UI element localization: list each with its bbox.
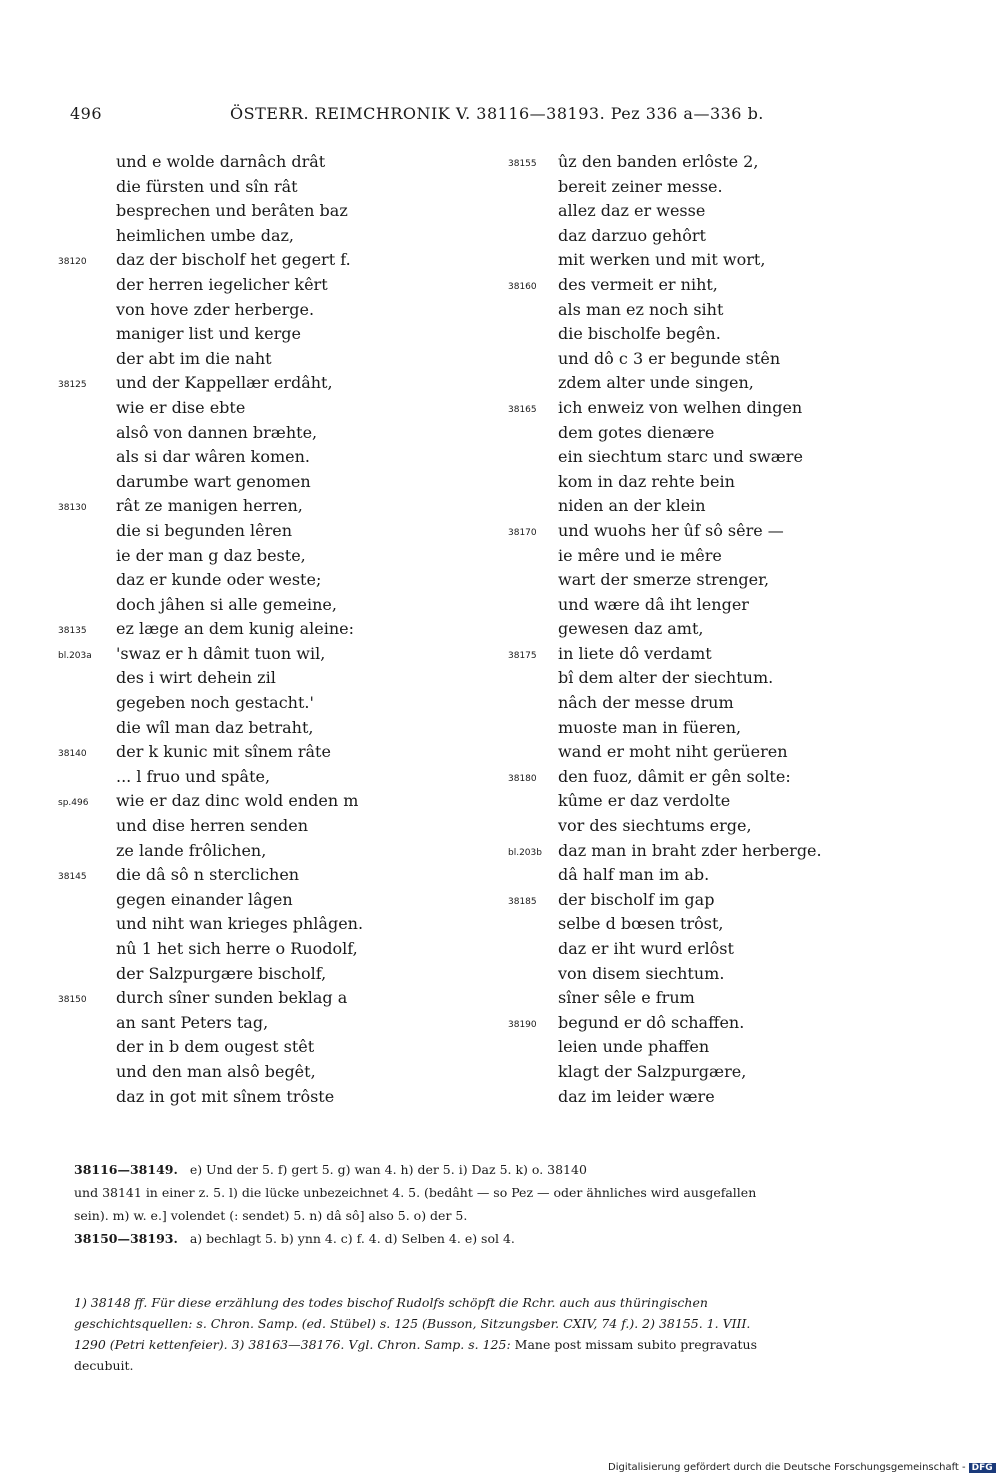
line-number: 38170 <box>508 527 537 538</box>
verse-text: klagt der Salzpurgære, <box>558 1061 747 1081</box>
page-number: 496 <box>70 104 103 123</box>
verse-line <box>508 814 928 839</box>
verse-line <box>58 839 478 864</box>
apparatus-line: und 38141 in einer z. 5. l) die lücke unbezeichnet 4. 5. (bedâht — so Pez — oder ähnliches wird ausgefallen <box>74 1185 757 1200</box>
verse-text: der abt im die naht <box>116 348 272 368</box>
verse-text: ze lande frôlichen, <box>116 840 267 860</box>
verse-line <box>508 371 928 396</box>
verse-line <box>508 224 928 249</box>
verse-line <box>58 1035 478 1060</box>
verse-text: von disem siechtum. <box>558 963 725 983</box>
verse-text: kom in daz rehte bein <box>558 471 735 491</box>
line-number: 38190 <box>508 1019 537 1030</box>
line-number: 38160 <box>508 281 537 292</box>
verse-text: als si dar wâren komen. <box>116 447 310 467</box>
verse-line <box>508 937 928 962</box>
verse-text: besprechen und berâten baz <box>116 201 348 221</box>
apparatus-text: a) bechlagt 5. b) ynn 4. c) f. 4. d) Selben 4. e) sol 4. <box>189 1231 515 1246</box>
verse-line <box>58 740 478 765</box>
verse-line <box>508 175 928 200</box>
verse-text: selbe d bœsen trôst, <box>558 914 724 934</box>
verse-text: die bischolfe begên. <box>558 324 721 344</box>
verse-text: kûme er daz verdolte <box>558 791 731 811</box>
line-number: 38120 <box>58 257 87 268</box>
line-number: 38125 <box>58 380 87 391</box>
verse-line <box>508 765 928 790</box>
verse-text: die fürsten und sîn rât <box>116 176 298 196</box>
verse-text: rât ze manigen herren, <box>116 496 303 516</box>
verse-text: der herren iegelicher kêrt <box>116 274 328 294</box>
verse-line <box>58 396 478 421</box>
verse-text: bereit zeiner messe. <box>558 176 723 196</box>
verse-text: daz er iht wurd erlôst <box>558 939 734 958</box>
verse-text: die wîl man daz betraht, <box>116 717 314 737</box>
verse-text: ein siechtum starc und swære <box>558 447 803 467</box>
verse-text: maniger list und kerge <box>116 324 301 344</box>
credit-text: Digitalisierung gefördert durch die Deutsche Forschungsgemeinschaft - <box>608 1462 966 1473</box>
verse-line <box>508 617 928 642</box>
verse-line <box>58 224 478 249</box>
verse-text: bî dem alter der siechtum. <box>558 668 774 688</box>
verse-text: allez daz er wesse <box>558 201 706 221</box>
verse-line <box>508 740 928 765</box>
footnote-line: geschichtsquellen: s. Chron. Samp. (ed. Stübel) s. 125 (Busson, Sitzungsber. CXIV, 74 f.). 2) 38155. 1. VIII. <box>74 1316 751 1331</box>
verse-line <box>58 175 478 200</box>
apparatus-line <box>74 1227 934 1250</box>
verse-line <box>508 347 928 372</box>
verse-line <box>58 789 478 814</box>
verse-line <box>508 273 928 298</box>
verse-text: gegeben noch gestacht.' <box>116 693 314 713</box>
verse-line <box>58 322 478 347</box>
verse-line <box>58 962 478 987</box>
line-number: 38135 <box>58 626 87 637</box>
verse-line <box>508 642 928 667</box>
verse-column-left <box>58 150 478 1109</box>
verse-text: daz er kunde oder weste; <box>116 570 322 590</box>
verse-text: muoste man in füeren, <box>558 717 742 737</box>
verse-text: den fuoz, dâmit er gên solte: <box>558 766 791 786</box>
line-number: 38185 <box>508 896 537 907</box>
line-number: 38145 <box>58 872 87 883</box>
verse-line <box>58 912 478 937</box>
footnote-line <box>74 1334 934 1355</box>
verse-text: durch sîner sunden beklag a <box>116 988 348 1008</box>
verse-line <box>508 716 928 741</box>
apparatus-ref: 38150—38193. <box>74 1231 178 1246</box>
verse-text: daz der bischolf het gegert f. <box>116 250 351 270</box>
verse-line <box>508 789 928 814</box>
verse-text: als man ez noch siht <box>558 299 724 319</box>
verse-line <box>508 1035 928 1060</box>
footnote-line: 1) 38148 ff. Für diese erzählung des todes bischof Rudolfs schöpft die Rchr. auch aus thüringischen <box>74 1295 708 1310</box>
verse-text: daz im leider wære <box>558 1086 715 1106</box>
verse-text: und dô c 3 er begunde stên <box>558 348 781 368</box>
verse-text: und den man alsô begêt, <box>116 1061 316 1081</box>
verse-line <box>508 248 928 273</box>
digitization-credit <box>608 1462 992 1480</box>
verse-line <box>58 150 478 175</box>
verse-text: wart der smerze strenger, <box>558 570 770 590</box>
verse-line <box>508 445 928 470</box>
verse-column-right <box>508 150 928 1109</box>
footnote-line: decubuit. <box>74 1358 134 1373</box>
verse-line <box>58 937 478 962</box>
verse-text: darumbe wart genomen <box>116 471 311 491</box>
verse-text: und der Kappellær erdâht, <box>116 373 333 393</box>
apparatus-text: e) Und der 5. f) gert 5. g) wan 4. h) der 5. i) Daz 5. k) o. 38140 <box>189 1162 587 1177</box>
verse-line <box>58 519 478 544</box>
verse-line <box>508 863 928 888</box>
footnote-text: 1290 (Petri kettenfeier). 3) 38163—38176. Vgl. Chron. Samp. s. 125: <box>74 1337 511 1352</box>
verse-line <box>508 691 928 716</box>
verse-line <box>58 371 478 396</box>
verse-line <box>508 396 928 421</box>
verse-text: 'swaz er h dâmit tuon wil, <box>116 643 326 663</box>
running-title: ÖSTERR. REIMCHRONIK V. 38116—38193. Pez 336 a—336 b. <box>230 104 764 123</box>
verse-line <box>58 593 478 618</box>
footnotes <box>74 1292 934 1376</box>
verse-line <box>58 888 478 913</box>
apparatus-ref: 38116—38149. <box>74 1162 178 1177</box>
verse-line <box>58 986 478 1011</box>
verse-text: ez læge an dem kunig aleine: <box>116 619 354 639</box>
verse-line <box>58 716 478 741</box>
verse-text: ie mêre und ie mêre <box>558 545 722 565</box>
verse-text: die si begunden lêren <box>116 520 292 540</box>
verse-text: der bischolf im gap <box>558 889 715 909</box>
verse-text: ... l fruo und spâte, <box>116 766 271 786</box>
verse-line <box>508 199 928 224</box>
verse-line <box>58 421 478 446</box>
verse-text: und niht wan krieges phlâgen. <box>116 914 364 934</box>
verse-text: gewesen daz amt, <box>558 619 704 639</box>
verse-text: wie er dise ebte <box>116 397 246 417</box>
line-number: 38180 <box>508 773 537 784</box>
line-number: bl.203a <box>58 650 92 661</box>
verse-line <box>58 1011 478 1036</box>
verse-line <box>58 863 478 888</box>
verse-line <box>58 765 478 790</box>
verse-text: in liete dô verdamt <box>558 643 712 663</box>
verse-line <box>58 568 478 593</box>
verse-text: nâch der messe drum <box>558 693 734 713</box>
verse-line <box>508 470 928 495</box>
verse-line <box>508 839 928 864</box>
verse-text: der Salzpurgære bischolf, <box>116 963 327 983</box>
verse-line <box>508 150 928 175</box>
verse-line <box>508 666 928 691</box>
verse-text: der in b dem ougest stêt <box>116 1037 315 1057</box>
verse-text: nû 1 het sich herre o Ruodolf, <box>116 939 358 958</box>
verse-line <box>508 519 928 544</box>
verse-line <box>508 1011 928 1036</box>
verse-text: und wuohs her ûf sô sêre — <box>558 520 784 540</box>
verse-line <box>508 298 928 323</box>
verse-line <box>58 199 478 224</box>
critical-apparatus <box>74 1158 934 1250</box>
verse-text: begund er dô schaffen. <box>558 1012 745 1032</box>
verse-line <box>58 347 478 372</box>
verse-text: und dise herren senden <box>116 816 308 836</box>
line-number: 38140 <box>58 749 87 760</box>
verse-line <box>58 298 478 323</box>
verse-line <box>508 544 928 569</box>
verse-line <box>58 494 478 519</box>
verse-text: zdem alter unde singen, <box>558 373 754 393</box>
verse-text: dem gotes dienære <box>558 422 715 442</box>
verse-text: dâ half man im ab. <box>558 865 710 885</box>
verse-line <box>58 666 478 691</box>
verse-line <box>58 445 478 470</box>
line-number: sp.496 <box>58 798 89 809</box>
verse-text: und wære dâ iht lenger <box>558 594 749 614</box>
verse-line <box>58 617 478 642</box>
verse-text: ûz den banden erlôste 2, <box>558 152 759 171</box>
footnote-quote: Mane post missam subito pregravatus <box>510 1337 758 1352</box>
verse-line <box>508 986 928 1011</box>
verse-line <box>58 642 478 667</box>
verse-text: an sant Peters tag, <box>116 1012 269 1032</box>
verse-line <box>508 962 928 987</box>
verse-text: vor des siechtums erge, <box>558 816 752 836</box>
apparatus-line <box>74 1158 934 1181</box>
verse-line <box>58 544 478 569</box>
verse-text: der k kunic mit sînem râte <box>116 742 331 762</box>
verse-text: daz darzuo gehôrt <box>558 225 706 245</box>
line-number: 38150 <box>58 995 87 1006</box>
verse-line <box>58 691 478 716</box>
verse-line <box>508 494 928 519</box>
page-header <box>70 104 930 130</box>
verse-line <box>508 912 928 937</box>
verse-text: sîner sêle e frum <box>558 988 695 1008</box>
line-number: 38155 <box>508 159 537 169</box>
verse-text: heimlichen umbe daz, <box>116 225 294 245</box>
verse-text: daz in got mit sînem trôste <box>116 1086 335 1106</box>
verse-text: des i wirt dehein zil <box>116 668 276 688</box>
verse-text: ie der man g daz beste, <box>116 545 306 565</box>
verse-text: wie er daz dinc wold enden m <box>116 791 359 811</box>
line-number: 38130 <box>58 503 87 514</box>
verse-line <box>58 273 478 298</box>
line-number: 38165 <box>508 404 537 415</box>
verse-text: gegen einander lâgen <box>116 889 293 909</box>
verse-text: niden an der klein <box>558 496 706 516</box>
line-number: bl.203b <box>508 847 542 858</box>
verse-line <box>508 593 928 618</box>
verse-line <box>508 421 928 446</box>
verse-line <box>58 1085 478 1110</box>
verse-line <box>58 1060 478 1085</box>
verse-line <box>508 1060 928 1085</box>
verse-line <box>508 888 928 913</box>
verse-line <box>508 568 928 593</box>
verse-text: die dâ sô n sterclichen <box>116 865 300 885</box>
verse-line <box>58 470 478 495</box>
verse-text: leien unde phaffen <box>558 1037 710 1057</box>
verse-text: wand er moht niht gerüeren <box>558 742 788 762</box>
verse-text: ich enweiz von welhen dingen <box>558 397 803 417</box>
verse-text: des vermeit er niht, <box>558 274 718 294</box>
verse-line <box>508 322 928 347</box>
line-number: 38175 <box>508 650 537 661</box>
verse-text: alsô von dannen bræhte, <box>116 422 318 442</box>
verse-text: von hove zder herberge. <box>116 299 315 319</box>
verse-text: doch jâhen si alle gemeine, <box>116 594 337 614</box>
dfg-logo: DFG <box>969 1463 996 1473</box>
verse-text: und e wolde darnâch drât <box>116 152 326 171</box>
verse-line <box>58 248 478 273</box>
verse-line <box>508 1085 928 1110</box>
verse-text: daz man in braht zder herberge. <box>558 840 822 860</box>
apparatus-line: sein). m) w. e.] volendet (: sendet) 5. n) dâ sô] also 5. o) der 5. <box>74 1208 468 1223</box>
verse-line <box>58 814 478 839</box>
verse-text: mit werken und mit wort, <box>558 250 766 270</box>
